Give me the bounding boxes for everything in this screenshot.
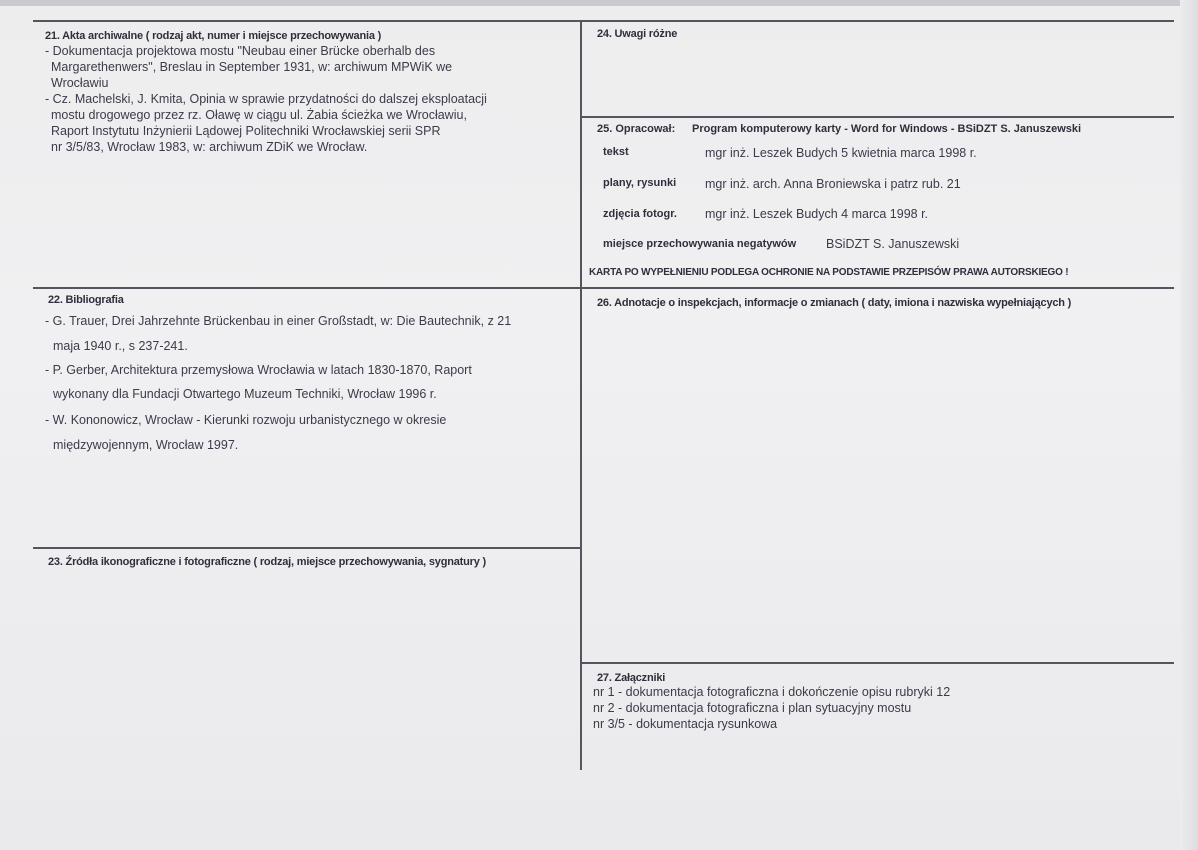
s27-line-3: nr 3/5 - dokumentacja rysunkowa xyxy=(593,717,778,731)
s26-title: 26. Adnotacje o inspekcjach, informacje o zmianach ( daty, imiona i nazwiska wypełniających ) xyxy=(597,297,1072,309)
divider-right-25 xyxy=(582,116,1174,118)
s22-line-5: - W. Kononowicz, Wrocław - Kierunki rozwoju urbanistycznego w okresie xyxy=(45,413,447,427)
card-right-edge xyxy=(1180,0,1198,850)
s21-line-7: nr 3/5/83, Wrocław 1983, w: archiwum ZDiK we Wrocław. xyxy=(51,140,368,154)
s22-line-4: wykonany dla Fundacji Otwartego Muzeum Techniki, Wrocław 1996 r. xyxy=(53,387,437,401)
s25-row-value-tekst: mgr inż. Leszek Budych 5 kwietnia marca 1998 r. xyxy=(705,146,977,160)
s25-row-value-zdjecia: mgr inż. Leszek Budych 4 marca 1998 r. xyxy=(705,207,929,221)
divider-top-left xyxy=(33,20,580,22)
s24-title: 24. Uwagi różne xyxy=(597,28,678,40)
s25-row-label-tekst: tekst xyxy=(603,146,629,158)
s27-line-2: nr 2 - dokumentacja fotograficzna i plan sytuacyjny mostu xyxy=(593,701,912,715)
s21-line-4: - Cz. Machelski, J. Kmita, Opinia w sprawie przydatności do dalszej eksploatacji xyxy=(45,92,487,106)
s21-line-6: Raport Instytutu Inżynierii Lądowej Politechniki Wrocławskiej serii SPR xyxy=(51,124,441,138)
s25-row-value-plany: mgr inż. arch. Anna Broniewska i patrz rub. 21 xyxy=(705,177,961,191)
divider-right-27 xyxy=(582,662,1174,664)
s27-line-1: nr 1 - dokumentacja fotograficzna i dokończenie opisu rubryki 12 xyxy=(593,685,951,699)
s22-line-6: międzywojennym, Wrocław 1997. xyxy=(53,438,239,452)
s21-line-5: mostu drogowego przez rz. Oławę w ciągu ul. Żabia ścieżka we Wrocławiu, xyxy=(51,108,467,122)
divider-top-right xyxy=(582,20,1174,22)
s22-line-3: - P. Gerber, Architektura przemysłowa Wrocławia w latach 1830-1870, Raport xyxy=(45,363,472,377)
s21-line-2: Margarethenwers", Breslau in September 1931, w: archiwum MPWiK we xyxy=(51,60,453,74)
s25-label: 25. Opracował: xyxy=(597,123,676,135)
s27-title: 27. Załączniki xyxy=(597,672,666,684)
s22-title: 22. Bibliografia xyxy=(48,294,124,306)
s21-line-3: Wrocławiu xyxy=(51,76,109,90)
divider-left-23 xyxy=(33,547,580,549)
divider-left-22 xyxy=(33,287,580,289)
divider-vertical xyxy=(580,20,582,770)
s25-program: Program komputerowy karty - Word for Windows - BSiDZT S. Januszewski xyxy=(692,123,1082,135)
s22-line-2: maja 1940 r., s 237-241. xyxy=(53,339,188,353)
s21-line-1: - Dokumentacja projektowa mostu "Neubau einer Brücke oberhalb des xyxy=(45,44,436,58)
s25-row-label-negatywy: miejsce przechowywania negatywów xyxy=(603,238,797,250)
s23-title: 23. Źródła ikonograficzne i fotograficzne ( rodzaj, miejsce przechowywania, sygnatury ) xyxy=(48,556,486,568)
s25-row-label-zdjecia: zdjęcia fotogr. xyxy=(603,208,677,220)
divider-right-26 xyxy=(582,287,1174,289)
s21-title: 21. Akta archiwalne ( rodzaj akt, numer i miejsce przechowywania ) xyxy=(45,30,382,42)
s22-line-1: - G. Trauer, Drei Jahrzehnte Brückenbau in einer Großstadt, w: Die Bautechnik, z 21 xyxy=(45,314,512,328)
card-top-edge xyxy=(0,0,1198,6)
s25-row-label-plany: plany, rysunki xyxy=(603,177,677,189)
s25-row-value-negatywy: BSiDZT S. Januszewski xyxy=(826,237,960,251)
copyright-notice: KARTA PO WYPEŁNIENIU PODLEGA OCHRONIE NA PODSTAWIE PRZEPISÓW PRAWA AUTORSKIEGO ! xyxy=(589,267,1069,278)
